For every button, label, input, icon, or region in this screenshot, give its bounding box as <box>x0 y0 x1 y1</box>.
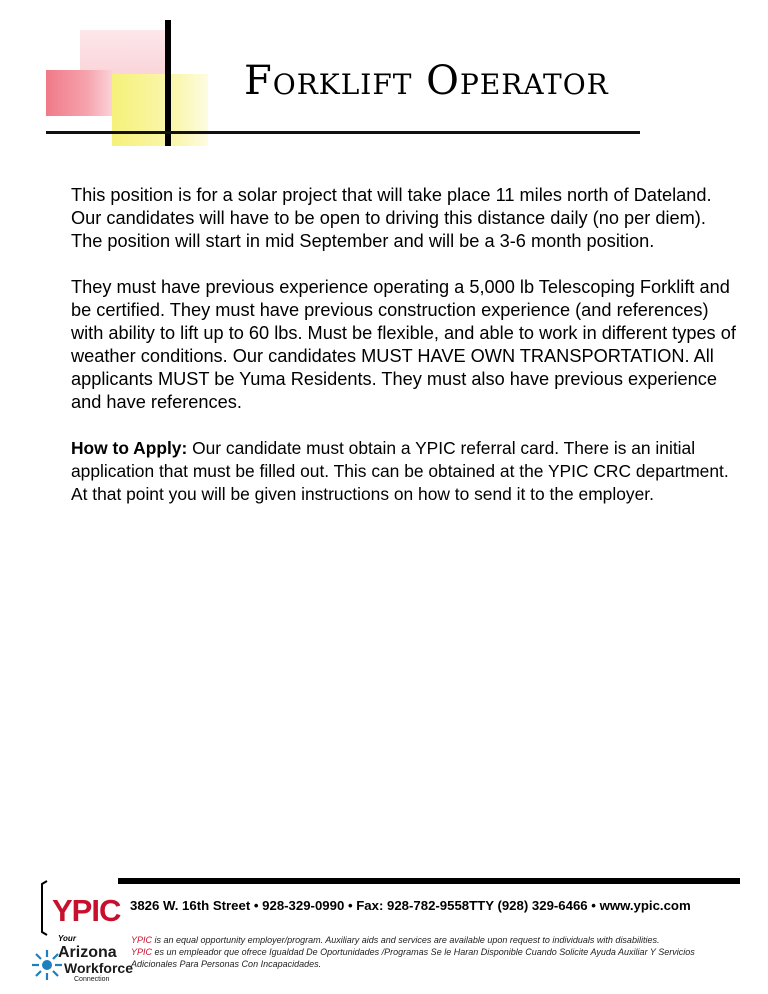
eeo-english <box>131 934 731 946</box>
description-paragraph-1: This position is for a solar project that will take place 11 miles north of Dateland. Our candidates will have to be open to driving this distance daily (no per diem). The position will start in mid September and will be a 3-6 month position. <box>71 185 712 251</box>
how-to-apply-label: How to Apply: <box>71 438 188 458</box>
footer-rule <box>118 878 740 884</box>
decorative-square-red <box>46 70 114 116</box>
logo-workforce-text: Workforce <box>64 960 133 976</box>
header-vertical-rule <box>165 20 171 146</box>
header-horizontal-rule <box>46 131 640 134</box>
eeo-spanish-text: es un empleador que ofrece Igualdad De Oportunidades /Programas Se le Haran Disponible Cuando Solicite Ayuda Auxiliar Y Servicios Adicionales Para Personas Con Incapacidades. <box>131 947 695 969</box>
eeo-statement <box>131 934 731 970</box>
logo-arizona-text: Arizona <box>58 944 117 961</box>
how-to-apply-paragraph <box>71 437 741 506</box>
page-title: Forklift Operator <box>244 58 609 104</box>
job-description <box>71 184 741 529</box>
footer-contact-info: 3826 W. 16th Street • 928-329-0990 • Fax: 928-782-9558TTY (928) 329-6466 • www.ypic.com <box>130 898 691 913</box>
logo-connection-text: Connection <box>74 976 110 983</box>
logo-bracket-icon <box>40 880 48 936</box>
decorative-square-yellow <box>112 74 208 146</box>
eeo-ypic-label: YPIC <box>131 947 153 957</box>
description-paragraph-2: They must have previous experience operating a 5,000 lb Telescoping Forklift and be certified. They must have previous construction experience (and references) with ability to lift up to 60 lbs. Must be flexible, and able to work in different types of weather conditions. Our candidates MUST HAVE OWN TRANSPORTATION. All applicants MUST be Yuma Residents. They must also have previous experience and have references. <box>71 277 736 412</box>
ypic-logo: YPIC <box>52 893 121 928</box>
logo-your-text: Your <box>58 934 76 943</box>
eeo-spanish <box>131 946 731 970</box>
how-to-apply-text: Our candidate must obtain a YPIC referral card. There is an initial application that must be filled out. This can be obtained at the YPIC CRC department. At that point you will be given instructions on how to send it to the employer. <box>71 438 729 504</box>
eeo-english-text: is an equal opportunity employer/program. Auxiliary aids and services are available upon request to individuals with disabilities. <box>152 935 660 945</box>
eeo-ypic-label: YPIC <box>131 935 153 945</box>
